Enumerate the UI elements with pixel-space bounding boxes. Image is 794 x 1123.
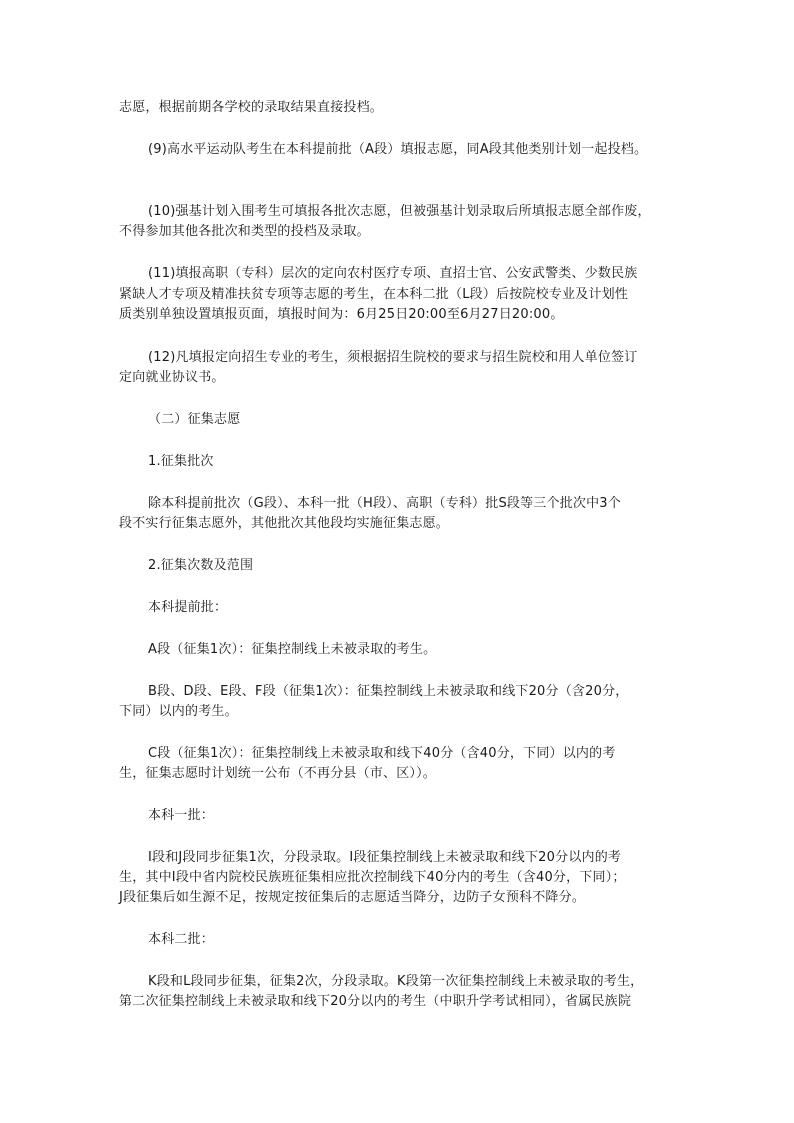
paragraph-line: 第二次征集控制线上未被录取和线下20分以内的考生（中职升学考试相同），省属民族院 <box>119 994 632 1009</box>
paragraph-line: I段和J段同步征集1次，分段录取。I段征集控制线上未被录取和线下20分以内的考 <box>148 850 622 865</box>
paragraph-line: 定向就业协议书。 <box>119 370 225 385</box>
paragraph-line: 本科一批： <box>148 808 215 823</box>
subheading: 1.征集批次 <box>148 454 214 469</box>
paragraph-line: 段不实行征集志愿外，其他批次其他段均实施征集志愿。 <box>119 516 450 531</box>
paragraph-line: (9)高水平运动队考生在本科提前批（A段）填报志愿，同A段其他类别计划一起投档。 <box>148 142 648 157</box>
paragraph-line: 下同）以内的考生。 <box>119 704 238 719</box>
paragraph-line: 生，其中I段中省内院校民族班征集相应批次控制线下40分内的考生（含40分，下同）； <box>119 870 626 885</box>
paragraph-line: C段（征集1次）：征集控制线上未被录取和线下40分（含40分，下同）以内的考 <box>148 746 616 761</box>
paragraph-line: (12)凡填报定向招生专业的考生，须根据招生院校的要求与招生院校和用人单位签订 <box>148 350 638 365</box>
paragraph-line: B段、D段、E段、F段（征集1次）：征集控制线上未被录取和线下20分（含20分， <box>148 684 629 699</box>
paragraph-line: 不得参加其他各批次和类型的投档及录取。 <box>119 224 370 239</box>
section-heading: （二）征集志愿 <box>148 412 241 427</box>
paragraph-line: K段和L段同步征集，征集2次，分段录取。K段第一次征集控制线上未被录取的考生， <box>148 974 644 989</box>
subheading: 2.征集次数及范围 <box>148 558 254 573</box>
paragraph-line: 生，征集志愿时计划统一公布（不再分县（市、区））。 <box>119 766 437 781</box>
paragraph-line: 本科二批： <box>148 932 215 947</box>
paragraph-line: J段征集后如生源不足，按规定按征集后的志愿适当降分，边防子女预科不降分。 <box>119 890 586 905</box>
paragraph-line: 紧缺人才专项及精准扶贫专项等志愿的考生，在本科二批（L段）后按院校专业及计划性 <box>119 287 629 302</box>
paragraph-line: (11)填报高职（专科）层次的定向农村医疗专项、直招士官、公安武警类、少数民族 <box>148 266 638 281</box>
paragraph-line: 除本科提前批次（G段）、本科一批（H段）、高职（专科）批S段等三个批次中3个 <box>148 496 621 511</box>
paragraph-line: 本科提前批： <box>148 600 228 615</box>
paragraph-line: (10)强基计划入围考生可填报各批次志愿，但被强基计划录取后所填报志愿全部作废， <box>148 204 651 219</box>
paragraph-line: A段（征集1次）：征集控制线上未被录取的考生。 <box>148 642 437 657</box>
paragraph-line: 质类别单独设置填报页面，填报时间为：6月25日20:00至6月27日20:00。 <box>119 307 564 322</box>
paragraph-line: 志愿，根据前期各学校的录取结果直接投档。 <box>119 100 384 115</box>
